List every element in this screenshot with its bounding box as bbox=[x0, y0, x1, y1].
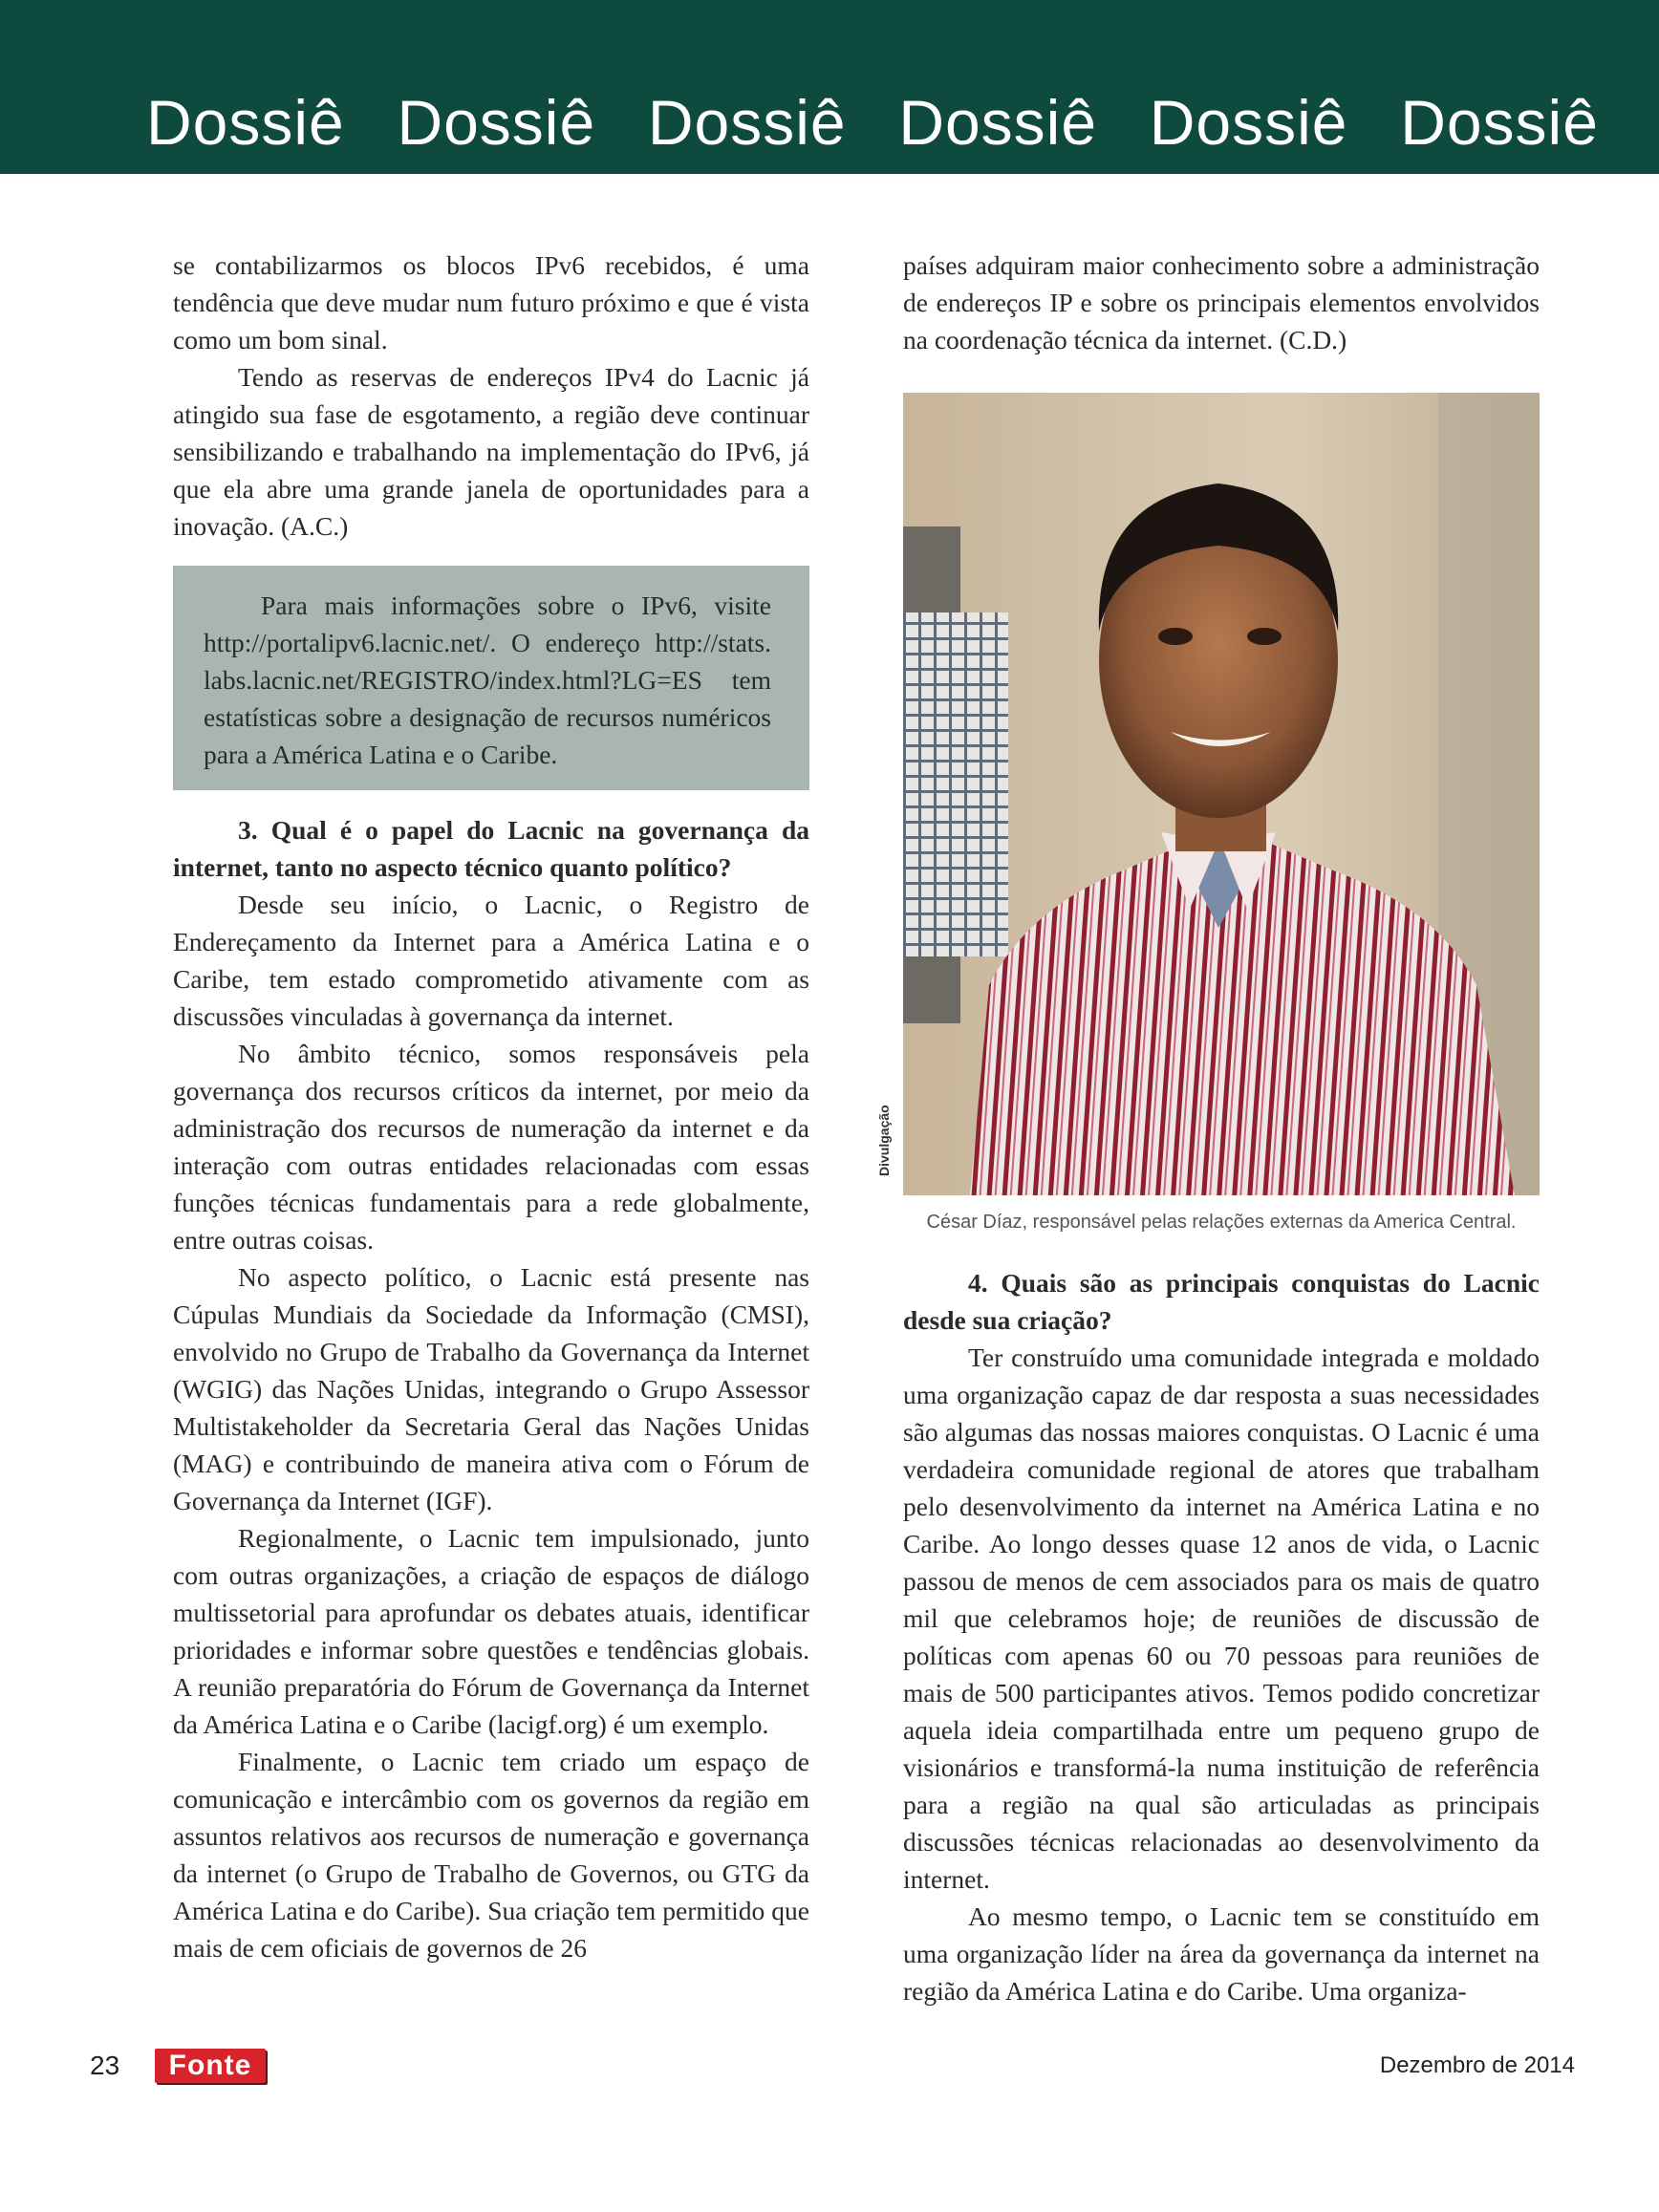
portrait-photo bbox=[903, 393, 1540, 1195]
photo-caption: César Díaz, responsável pelas relações externas da America Central. bbox=[926, 1212, 1517, 1233]
magazine-logo: Fonte bbox=[155, 2049, 266, 2083]
question-heading: 3. Qual é o papel do Lacnic na governança da internet, tanto no aspecto técnico quanto político? bbox=[173, 815, 809, 882]
paragraph: Ter construído uma comunidade integrada e moldado uma organização capaz de dar resposta a suas necessidades são algumas das nossas maiores conquistas. O Lacnic é uma verdadeira comunidade regional de atores que trabalham pelo desenvolvimento da internet na América Latina e no Caribe. Ao longo desses quase 12 anos de vida, o Lacnic passou de menos de cem associados para os mais de quatro mil que celebramos hoje; de reuniões de discussão de políticas com apenas 60 ou 70 pessoas para reuniões de mais de 500 participantes ativos. Temos podido concretizar aquela ideia compartilhada entre um pequeno grupo de visionários e transformá-la numa instituição de referência para a região na qual são articuladas as principais discussões técnicas relacionadas ao desenvolvimento da internet. bbox=[903, 1342, 1540, 1894]
banner-word: Dossiê bbox=[397, 87, 596, 158]
paragraph: No aspecto político, o Lacnic está presente nas Cúpulas Mundiais da Sociedade da Informação (CMSI), envolvido no Grupo de Trabalho da Governança da Internet (WGIG) das Nações Unidas, integrando o Grupo Assessor Multistakeholder da Secretaria Geral das Nações Unidas (MAG) e contribuindo de maneira ativa com o Fórum de Governança da Internet (IGF). bbox=[173, 1262, 809, 1515]
portrait-figure bbox=[876, 393, 1540, 1195]
paragraph: No âmbito técnico, somos responsáveis pela governança dos recursos críticos da internet, por meio da administração dos recursos de numeração da internet e da interação com outras entidades relacionadas com essas funções técnicas fundamentais para a rede globalmente, entre outras coisas. bbox=[173, 1039, 809, 1255]
paragraph: países adquiram maior conhecimento sobre a administração de endereços IP e sobre os principais elementos envolvidos na coordenação técnica da internet. (C.D.) bbox=[903, 250, 1540, 354]
info-box-text: Para mais informações sobre o IPv6, visite http://portalipv6.lacnic.net/. O endereço http://stats. labs.lacnic.net/REGISTRO/index.html?LG=ES tem estatísticas sobre a designação de recursos numéricos para a América Latina e o Caribe. bbox=[204, 591, 771, 769]
left-column bbox=[173, 247, 809, 1966]
question-heading: 4. Quais são as principais conquistas do Lacnic desde sua criação? bbox=[903, 1268, 1540, 1335]
banner-word: Dossiê bbox=[1149, 87, 1348, 158]
banner-word: Dossiê bbox=[898, 87, 1098, 158]
banner-word: Dossiê bbox=[1400, 87, 1599, 158]
paragraph: Regionalmente, o Lacnic tem impulsionado, junto com outras organizações, a criação de espaços de diálogo multissetorial para aprofundar os debates atuais, identificar prioridades e informar sobre questões e tendências globais. A reunião preparatória do Fórum de Governança da Internet da América Latina e o Caribe (lacigf.org) é um exemplo. bbox=[173, 1523, 809, 1739]
paragraph: Desde seu início, o Lacnic, o Registro de Endereçamento da Internet para a América Latina e o Caribe, tem estado comprometido ativamente com as discussões vinculadas à governança da internet. bbox=[173, 890, 809, 1031]
photo-credit: Divulgação bbox=[876, 1105, 892, 1177]
info-box bbox=[173, 566, 809, 790]
paragraph: se contabilizarmos os blocos IPv6 recebidos, é uma tendência que deve mudar num futuro próximo e que é vista como um bom sinal. bbox=[173, 250, 809, 354]
banner-word: Dossiê bbox=[647, 87, 847, 158]
page-number: 23 bbox=[90, 2051, 120, 2080]
right-column bbox=[876, 247, 1540, 2009]
banner-title-row bbox=[146, 84, 1599, 161]
paragraph: Tendo as reservas de endereços IPv4 do Lacnic já atingido sua fase de esgotamento, a região deve continuar sensibilizando e trabalhando na implementação do IPv6, já que ela abre uma grande janela de oportunidades para a inovação. (A.C.) bbox=[173, 362, 809, 541]
paragraph: Ao mesmo tempo, o Lacnic tem se constituído em uma organização líder na área da governança da internet na região da América Latina e do Caribe. Uma organiza- bbox=[903, 1901, 1540, 2006]
paragraph: Finalmente, o Lacnic tem criado um espaço de comunicação e intercâmbio com os governos da região em assuntos relativos aos recursos de numeração e governança da internet (o Grupo de Trabalho de Governos, ou GTG da América Latina e do Caribe). Sua criação tem permitido que mais de cem oficiais de governos de 26 bbox=[173, 1747, 809, 1963]
section-banner bbox=[0, 0, 1659, 174]
issue-date: Dezembro de 2014 bbox=[1379, 2052, 1575, 2078]
banner-word: Dossiê bbox=[146, 87, 345, 158]
